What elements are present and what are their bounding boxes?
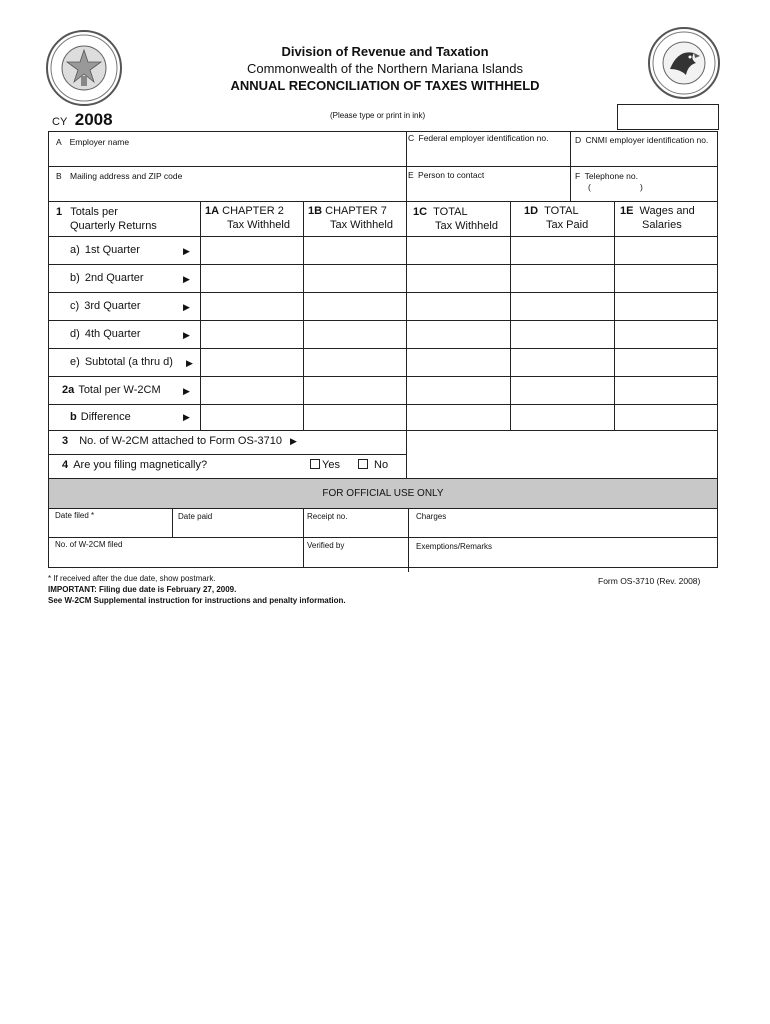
form-title: ANNUAL RECONCILIATION OF TAXES WITHHELD: [230, 78, 540, 93]
col-1e-line1: Wages and: [639, 205, 695, 217]
checkbox-no-label: No: [374, 459, 389, 471]
col-1a-num: 1A: [205, 205, 220, 217]
arrow-right-icon: ▶: [183, 274, 190, 284]
line-4-magnetic-filing: [62, 459, 207, 471]
col-1a-line2: Tax Withheld: [227, 219, 290, 231]
field-e-person-to-contact[interactable]: [408, 170, 484, 180]
official-date-filed: Date filed *: [55, 511, 95, 520]
official-verified-by: Verified by: [307, 541, 345, 550]
row-label: 1st Quarter: [84, 244, 140, 256]
col-1c-line2: Tax Withheld: [435, 220, 498, 232]
arrow-right-icon: ▶: [183, 412, 190, 422]
col-1e-num: 1E: [620, 205, 634, 217]
col-1d-num: 1D: [524, 205, 539, 217]
print-instruction: (Please type or print in ink): [330, 111, 426, 120]
row-letter: c): [70, 300, 80, 312]
official-charges: Charges: [416, 512, 447, 521]
commonwealth-heading: Commonwealth of the Northern Mariana Islands: [246, 61, 524, 76]
row-total-w2cm: [62, 384, 161, 396]
field-f-label: Telephone no.: [584, 171, 638, 181]
row-2nd-quarter: [70, 272, 144, 284]
col-1c-line1: TOTAL: [433, 206, 468, 218]
row-label: Total per W-2CM: [78, 384, 161, 396]
row-label: 4th Quarter: [84, 328, 141, 340]
col-1b-header: [308, 204, 404, 232]
field-f-letter: F: [575, 171, 581, 181]
official-receipt-no: Receipt no.: [307, 512, 348, 521]
row-label: 2nd Quarter: [84, 272, 144, 284]
telephone-paren-open: (: [588, 182, 591, 192]
field-b-letter: B: [56, 171, 62, 181]
field-e-label: Person to contact: [418, 170, 485, 180]
col-1b-num: 1B: [308, 205, 323, 217]
form-identifier: Form OS-3710 (Rev. 2008): [598, 576, 701, 586]
cy-label: [52, 110, 113, 130]
telephone-paren-close: ): [640, 182, 643, 192]
row-letter: 2a: [62, 384, 75, 396]
field-e-letter: E: [408, 170, 414, 180]
field-a-letter: A: [56, 137, 62, 147]
field-a-label: Employer name: [69, 137, 130, 147]
row-letter: b): [70, 272, 80, 284]
line-3-w2cm-count: [62, 435, 282, 447]
cy-entry-box[interactable]: [617, 104, 719, 130]
col-1b-line1: CHAPTER 7: [325, 205, 387, 217]
col-1-header: [56, 205, 157, 233]
row-label: Difference: [80, 411, 131, 423]
row-letter: e): [70, 356, 80, 368]
arrow-right-icon: ▶: [186, 358, 193, 368]
field-b-label: Mailing address and ZIP code: [70, 171, 183, 181]
field-d-cnmi-ein[interactable]: [575, 135, 708, 145]
row-letter: d): [70, 328, 80, 340]
footnote-due-date: IMPORTANT: Filing due date is February 27, 2009.: [48, 585, 237, 594]
line-4-label: Are you filing magnetically?: [73, 459, 208, 471]
cy-prefix: CY: [52, 116, 68, 128]
division-heading: Division of Revenue and Taxation: [281, 44, 489, 59]
col-1b-line2: Tax Withheld: [330, 219, 393, 231]
field-d-letter: D: [575, 135, 582, 145]
row-difference: [70, 411, 131, 423]
field-c-letter: C: [408, 133, 415, 143]
field-a-employer-name[interactable]: [56, 137, 129, 147]
footnote-postmark: * If received after the due date, show postmark.: [48, 574, 216, 583]
col-1d-line2: Tax Paid: [546, 219, 589, 231]
official-use-title: FOR OFFICIAL USE ONLY: [322, 488, 444, 499]
line-3-label: No. of W-2CM attached to Form OS-3710: [79, 435, 282, 447]
field-d-label: CNMI employer identification no.: [585, 135, 709, 145]
row-label: 3rd Quarter: [84, 300, 141, 312]
arrow-right-icon: ▶: [183, 302, 190, 312]
col-1c-num: 1C: [413, 206, 428, 218]
col-1c-header: [413, 205, 509, 233]
col-1-num: 1: [56, 206, 63, 218]
col-1a-line1: CHAPTER 2: [222, 205, 284, 217]
col-1a-header: [205, 204, 301, 232]
field-b-mailing-address[interactable]: [56, 171, 182, 181]
arrow-right-icon: ▶: [183, 246, 190, 256]
row-3rd-quarter: [70, 300, 140, 312]
checkbox-yes-box[interactable]: [310, 459, 320, 469]
official-exemptions-remarks: Exemptions/Remarks: [416, 542, 493, 551]
row-1st-quarter: [70, 244, 140, 256]
footnote-instructions: See W-2CM Supplemental instruction for instructions and penalty information.: [48, 596, 346, 605]
arrow-right-icon: ▶: [183, 386, 190, 396]
row-letter: b: [70, 411, 77, 423]
row-subtotal: [70, 356, 173, 368]
field-f-telephone[interactable]: [575, 171, 638, 181]
line-4-num: 4: [62, 459, 69, 471]
arrow-right-icon: ▶: [290, 436, 297, 446]
official-w2cm-filed: No. of W-2CM filed: [55, 540, 123, 549]
col-1-line2: Quarterly Returns: [70, 220, 157, 232]
cy-year: 2008: [74, 110, 113, 129]
row-label: Subtotal (a thru d): [84, 356, 173, 368]
col-1e-header: [620, 204, 716, 232]
arrow-right-icon: ▶: [183, 330, 190, 340]
checkbox-no[interactable]: [358, 459, 388, 471]
line-3-num: 3: [62, 435, 69, 447]
col-1e-line2: Salaries: [642, 219, 682, 231]
col-1-line1: Totals per: [70, 206, 118, 218]
row-letter: a): [70, 244, 80, 256]
col-1d-line1: TOTAL: [544, 205, 579, 217]
checkbox-yes[interactable]: [310, 459, 340, 471]
field-c-federal-ein[interactable]: [408, 133, 548, 143]
row-4th-quarter: [70, 328, 140, 340]
official-date-paid: Date paid: [178, 512, 213, 521]
field-c-label: Federal employer identification no.: [418, 133, 549, 143]
checkbox-no-box[interactable]: [358, 459, 368, 469]
col-1d-header: [524, 204, 614, 232]
checkbox-yes-label: Yes: [322, 459, 340, 471]
